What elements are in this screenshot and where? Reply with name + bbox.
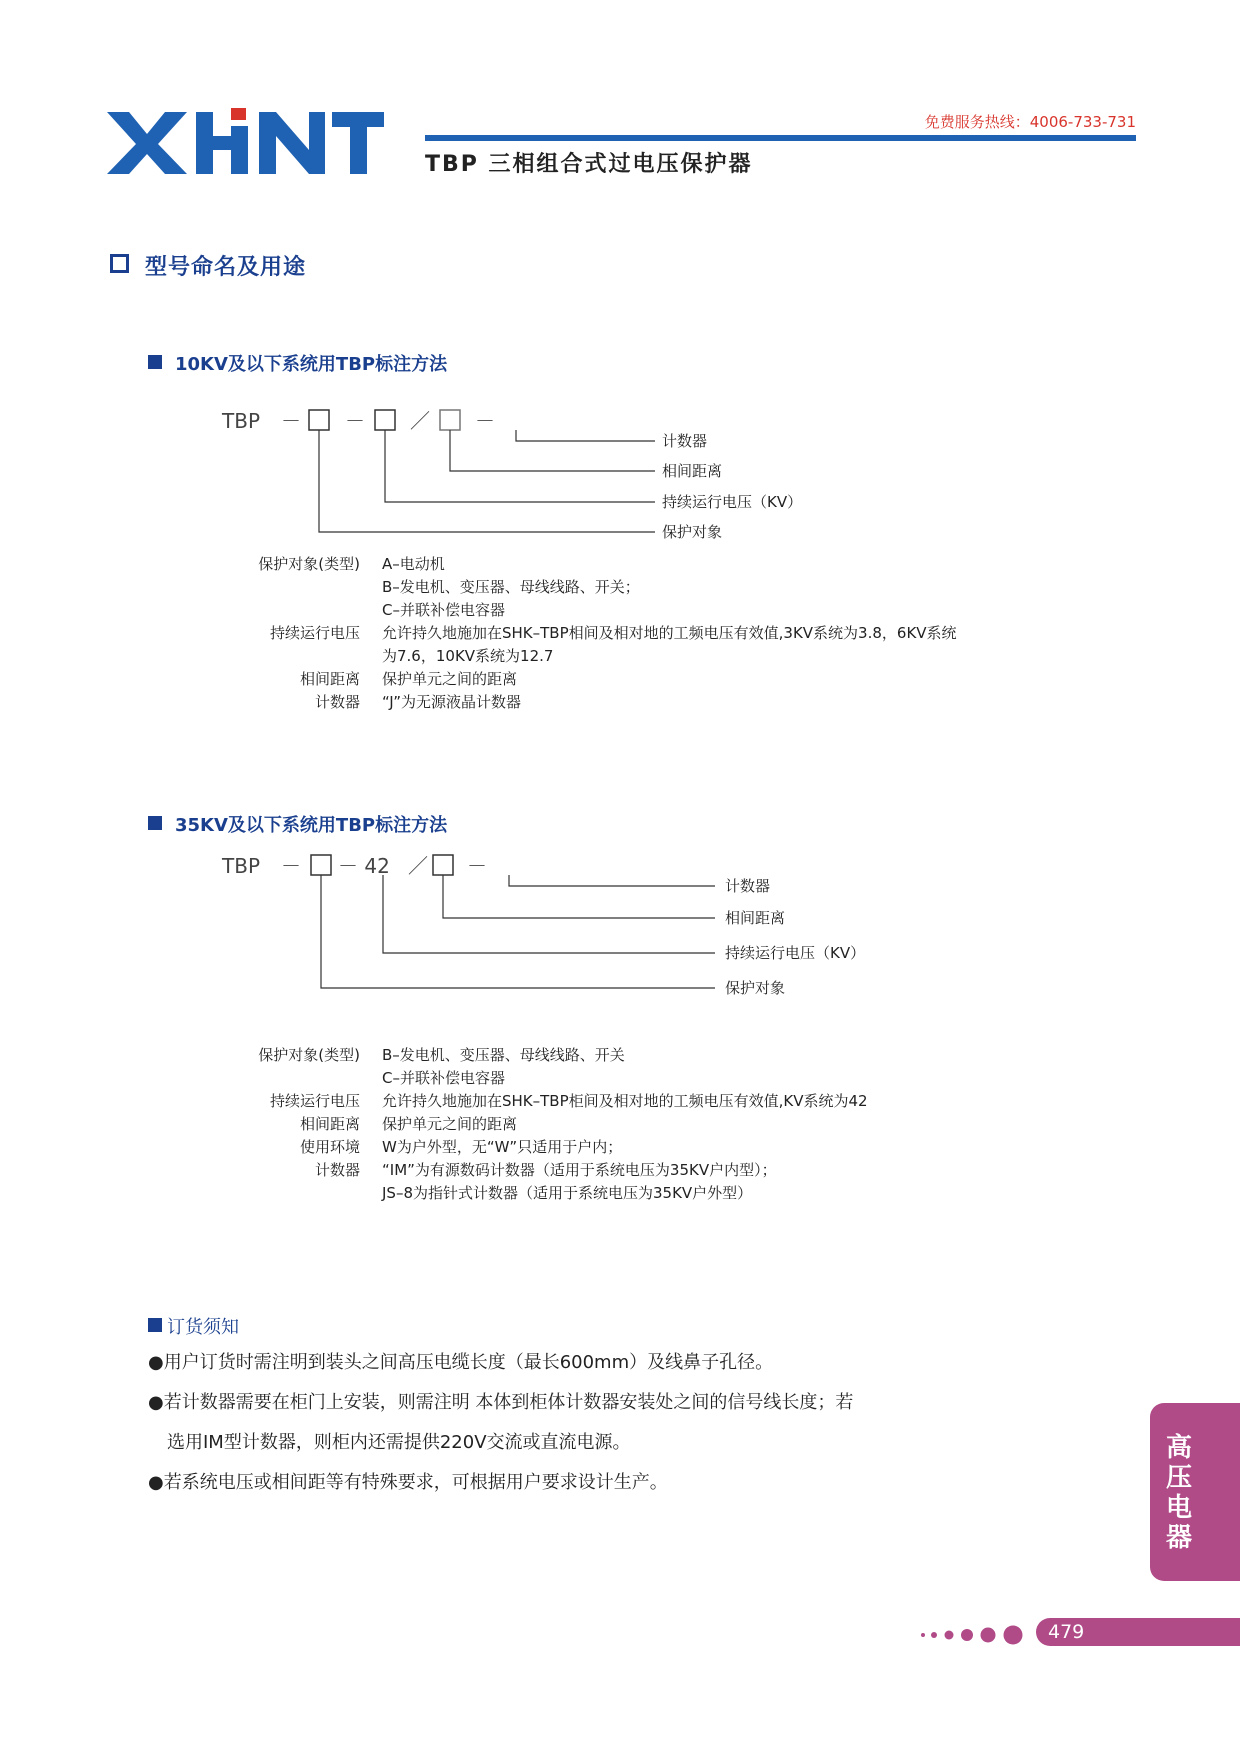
desc-value: JS–8为指针式计数器（适用于系统电压为35KV户外型） <box>382 1184 753 1202</box>
desc-row <box>220 1182 1062 1205</box>
label-phase-distance: 相间距离 <box>662 462 723 480</box>
side-tab-text: 高 压 电 器 <box>1165 1433 1192 1553</box>
sub1-title: 10KV及以下系统用TBP标注方法 <box>175 354 448 375</box>
formula-prefix: TBP <box>222 409 260 433</box>
desc-label: 计数器 <box>314 693 360 711</box>
leader-line <box>319 430 655 532</box>
desc-row <box>220 1159 1062 1182</box>
leader-line <box>450 430 655 471</box>
placeholder-box <box>433 855 453 875</box>
formula-dash: － <box>281 409 301 433</box>
label-continuous-voltage: 持续运行电压（KV） <box>662 493 803 511</box>
desc-row <box>220 1113 1062 1136</box>
page-number: 479 <box>1036 1618 1240 1646</box>
desc-row <box>220 645 1062 668</box>
desc-label: 保护对象(类型) <box>258 555 360 573</box>
leader-line <box>509 875 715 886</box>
formula-dash: － <box>281 854 301 878</box>
desc-row <box>220 1090 1062 1113</box>
formula-dash: － <box>467 854 487 878</box>
note-item: ●若系统电压或相间距等有特殊要求，可根据用户要求设计生产。 <box>148 1472 668 1493</box>
desc-row <box>220 553 1062 576</box>
leader-line <box>383 875 715 953</box>
order-notes <box>148 1343 928 1503</box>
note-item: 选用IM型计数器，则柜内还需提供220V交流或直流电源。 <box>167 1432 631 1453</box>
formula-voltage-value: － 42 <box>338 854 390 878</box>
square-bullet-icon <box>148 355 162 369</box>
desc-row <box>220 1044 1062 1067</box>
square-bullet-icon <box>148 816 162 830</box>
leader-line <box>516 430 655 441</box>
desc-value: 保护单元之间的距离 <box>382 670 518 688</box>
sub1-description <box>220 553 1062 714</box>
order-title: 订货须知 <box>167 1317 239 1338</box>
logo-graphic <box>103 104 385 176</box>
desc-value: 保护单元之间的距离 <box>382 1115 518 1133</box>
formula-dash: － <box>345 409 365 433</box>
formula-dash: － <box>475 409 495 433</box>
desc-value: C–并联补偿电容器 <box>382 601 505 619</box>
decorative-dots <box>920 1624 1032 1650</box>
category-side-tab <box>1150 1403 1240 1581</box>
desc-value: 允许持久地施加在SHK–TBP相间及相对地的工频电压有效值,3KV系统为3.8，6KV系统 <box>382 624 957 642</box>
desc-label: 相间距离 <box>299 670 360 688</box>
desc-value: 允许持久地施加在SHK–TBP柜间及相对地的工频电压有效值,KV系统为42 <box>382 1092 868 1110</box>
header-rule <box>425 135 1136 141</box>
desc-label: 保护对象(类型) <box>258 1046 360 1064</box>
label-protected-object: 保护对象 <box>662 523 723 541</box>
desc-value: B–发电机、变压器、母线线路、开关 <box>382 1046 625 1064</box>
document-title: TBP 三相组合式过电压保护器 <box>425 152 753 177</box>
desc-row <box>220 576 1062 599</box>
square-bullet-icon <box>148 1318 162 1332</box>
desc-label: 持续运行电压 <box>269 624 360 642</box>
sub1-model-diagram <box>215 405 915 550</box>
desc-row <box>220 1136 1062 1159</box>
formula-prefix: TBP <box>222 854 260 878</box>
leader-line <box>321 875 715 988</box>
desc-label: 使用环境 <box>299 1138 360 1156</box>
desc-label: 相间距离 <box>299 1115 360 1133</box>
label-continuous-voltage: 持续运行电压（KV） <box>725 944 866 962</box>
sub2-title: 35KV及以下系统用TBP标注方法 <box>175 815 448 836</box>
label-phase-distance: 相间距离 <box>725 909 786 927</box>
placeholder-box <box>309 410 329 430</box>
desc-label: 计数器 <box>314 1161 360 1179</box>
desc-value: “IM”为有源数码计数器（适用于系统电压为35KV户内型）； <box>382 1161 777 1179</box>
desc-row <box>220 622 1062 645</box>
placeholder-box <box>440 410 460 430</box>
note-item: ●若计数器需要在柜门上安装，则需注明 本体到柜体计数器安装处之间的信号线长度；若 <box>148 1392 854 1413</box>
xhnt-logo <box>103 104 385 176</box>
section-title: 型号命名及用途 <box>145 255 307 280</box>
label-counter: 计数器 <box>725 877 771 895</box>
desc-row <box>220 599 1062 622</box>
leader-line <box>443 875 715 918</box>
desc-value: C–并联补偿电容器 <box>382 1069 505 1087</box>
note-item: ●用户订货时需注明到装头之间高压电缆长度（最长600mm）及线鼻子孔径。 <box>148 1352 774 1373</box>
sub2-description <box>220 1044 1062 1205</box>
desc-label: 持续运行电压 <box>269 1092 360 1110</box>
sub2-model-diagram <box>215 850 915 1005</box>
desc-value: A–电动机 <box>382 555 445 573</box>
desc-row <box>220 1067 1062 1090</box>
placeholder-box <box>375 410 395 430</box>
desc-value: 为7.6，10KV系统为12.7 <box>382 647 554 665</box>
placeholder-box <box>311 855 331 875</box>
label-protected-object: 保护对象 <box>725 979 786 997</box>
formula-slash: ／ <box>408 854 428 878</box>
hotline-text: 免费服务热线：4006-733-731 <box>924 113 1136 131</box>
desc-row <box>220 668 1062 691</box>
desc-value: “J”为无源液晶计数器 <box>382 693 522 711</box>
checkbox-square-icon <box>110 254 129 273</box>
desc-value: B–发电机、变压器、母线线路、开关； <box>382 578 640 596</box>
label-counter: 计数器 <box>662 432 708 450</box>
formula-slash: ／ <box>410 409 430 433</box>
desc-row <box>220 691 1062 714</box>
desc-value: W为户外型，无“W”只适用于户内； <box>382 1138 623 1156</box>
